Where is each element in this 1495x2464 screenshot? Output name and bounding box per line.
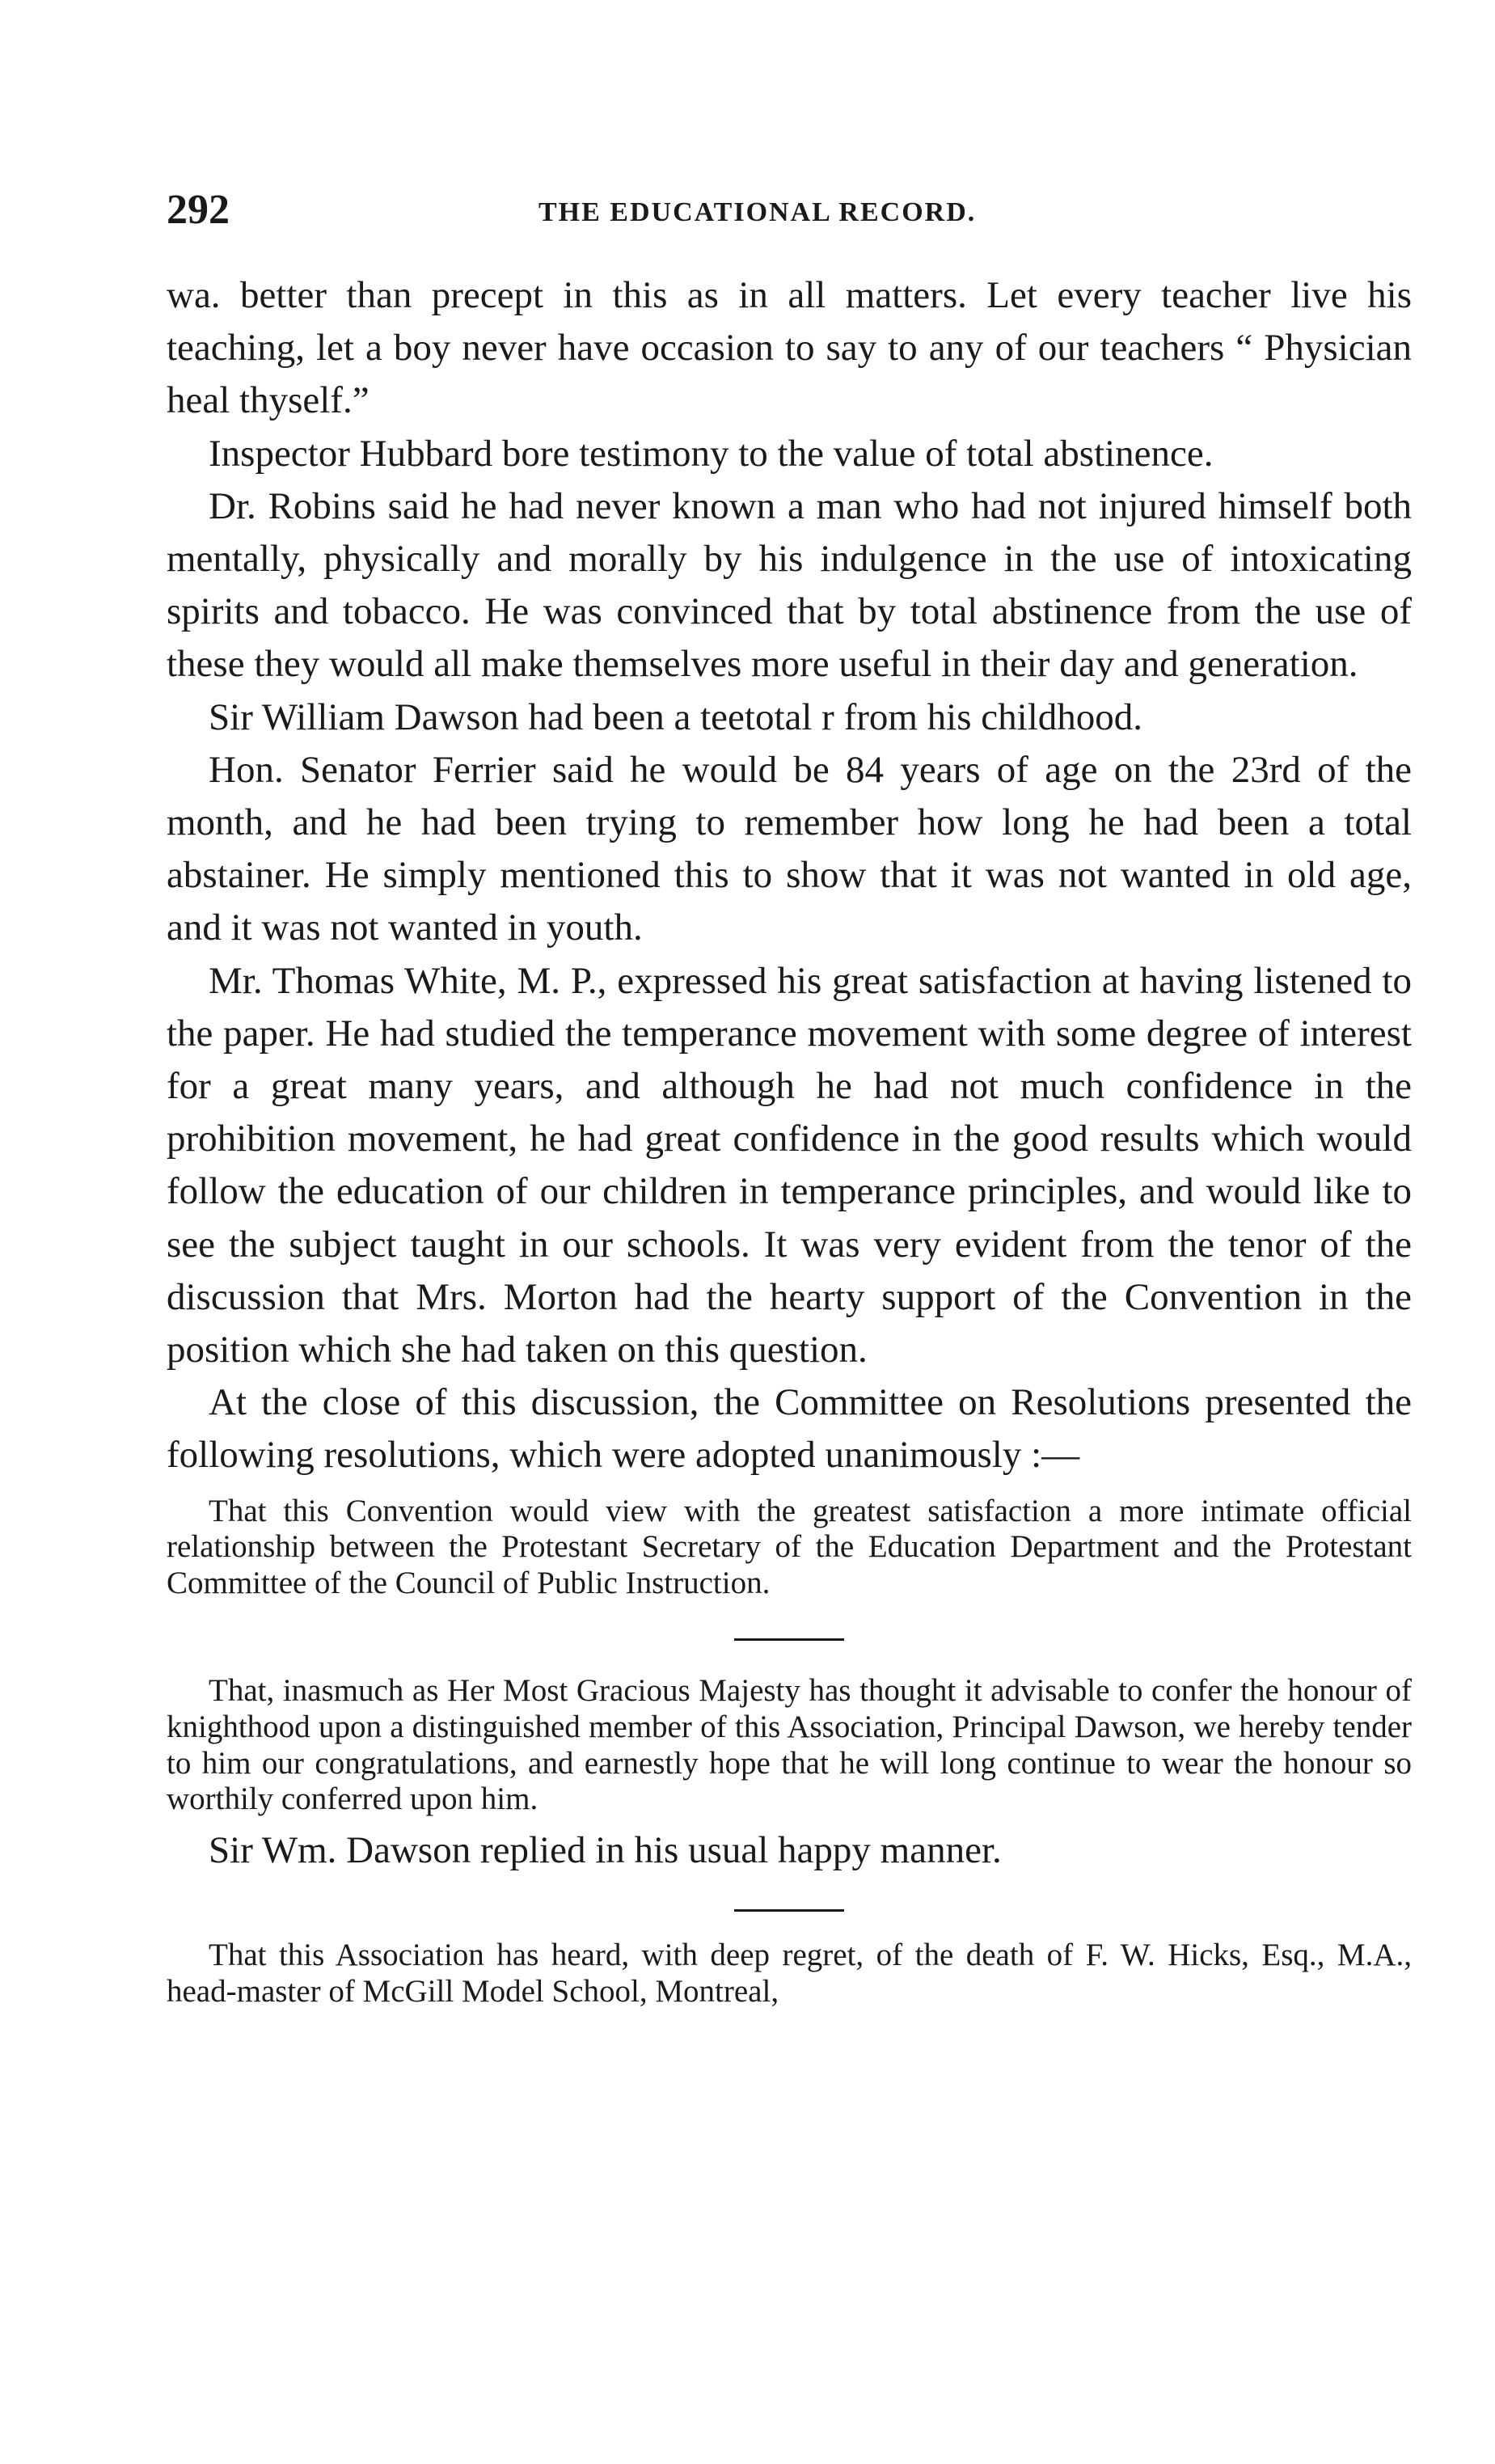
paragraph-white: Mr. Thomas White, M. P., expressed his great satisfaction at having listened to the paper. He had studied the temperance movement with some degree of interest for a great many years, and although he had not much confidence in the prohibition movement, he had great confidence in the good results which would follow the education of our children in temperance principles, and would like to see the subject taught in our schools. It was very evident from the tenor of the discussion that Mrs. Morton had the hearty support of the Convention in the position which she had taken on this question. [167,959,1412,1371]
book-page [167,182,1412,2010]
paragraph-continuation: wa. better than precept in this as in all matters. Let every teacher live his teaching, let a boy never have occasion to say to any of our teachers “ Physician heal thyself.” [167,274,1412,422]
paragraph-resolutions-intro: At the close of this discussion, the Committee on Resolutions presented the following resolutions, which were adopted unanimously :— [167,1381,1412,1477]
paragraph-dawson-reply: Sir Wm. Dawson replied in his usual happy manner. [209,1828,1002,1871]
running-header [167,182,1412,239]
paragraph-hubbard: Inspector Hubbard bore testimony to the value of total abstinence. [209,432,1214,475]
resolution-knighthood: That, inasmuch as Her Most Gracious Majesty has thought it advisable to confer the honour of knighthood upon a distinguished member of this Association, Principal Dawson, we hereby tender to him our congratulations, and earnestly hope that he will long continue to wear the honour so worthily conferred upon him. [167,1673,1412,1817]
section-divider [734,1909,844,1912]
section-divider [734,1638,844,1641]
resolution-hicks: That this Association has heard, with deep regret, of the death of F. W. Hicks, Esq., M.A., head-master of McGill Model School, Montreal, [167,1938,1412,2009]
paragraph-robins: Dr. Robins said he had never known a man who had not injured himself both mentally, physically and morally by his indulgence in the use of intoxicating spirits and tobacco. He was convinced that by total abstinence from the use of these they would all make themselves more useful in their day and generation. [167,484,1412,686]
resolution-secretary: That this Convention would view with the greatest satisfaction a more intimate official relationship between the Protestant Secretary of the Education Department and the Protestant Committee of the Council of Public Instruction. [167,1493,1412,1600]
paragraph-ferrier: Hon. Senator Ferrier said he would be 84 years of age on the 23rd of the month, and he had been trying to remember how long he had been a total abstainer. He simply mentioned this to show that it was not wanted in old age, and it was not wanted in youth. [167,748,1412,949]
page-number: 292 [167,187,230,233]
paragraph-dawson: Sir William Dawson had been a teetotal r from his childhood. [209,695,1143,738]
journal-title: THE EDUCATIONAL RECORD. [538,197,977,227]
